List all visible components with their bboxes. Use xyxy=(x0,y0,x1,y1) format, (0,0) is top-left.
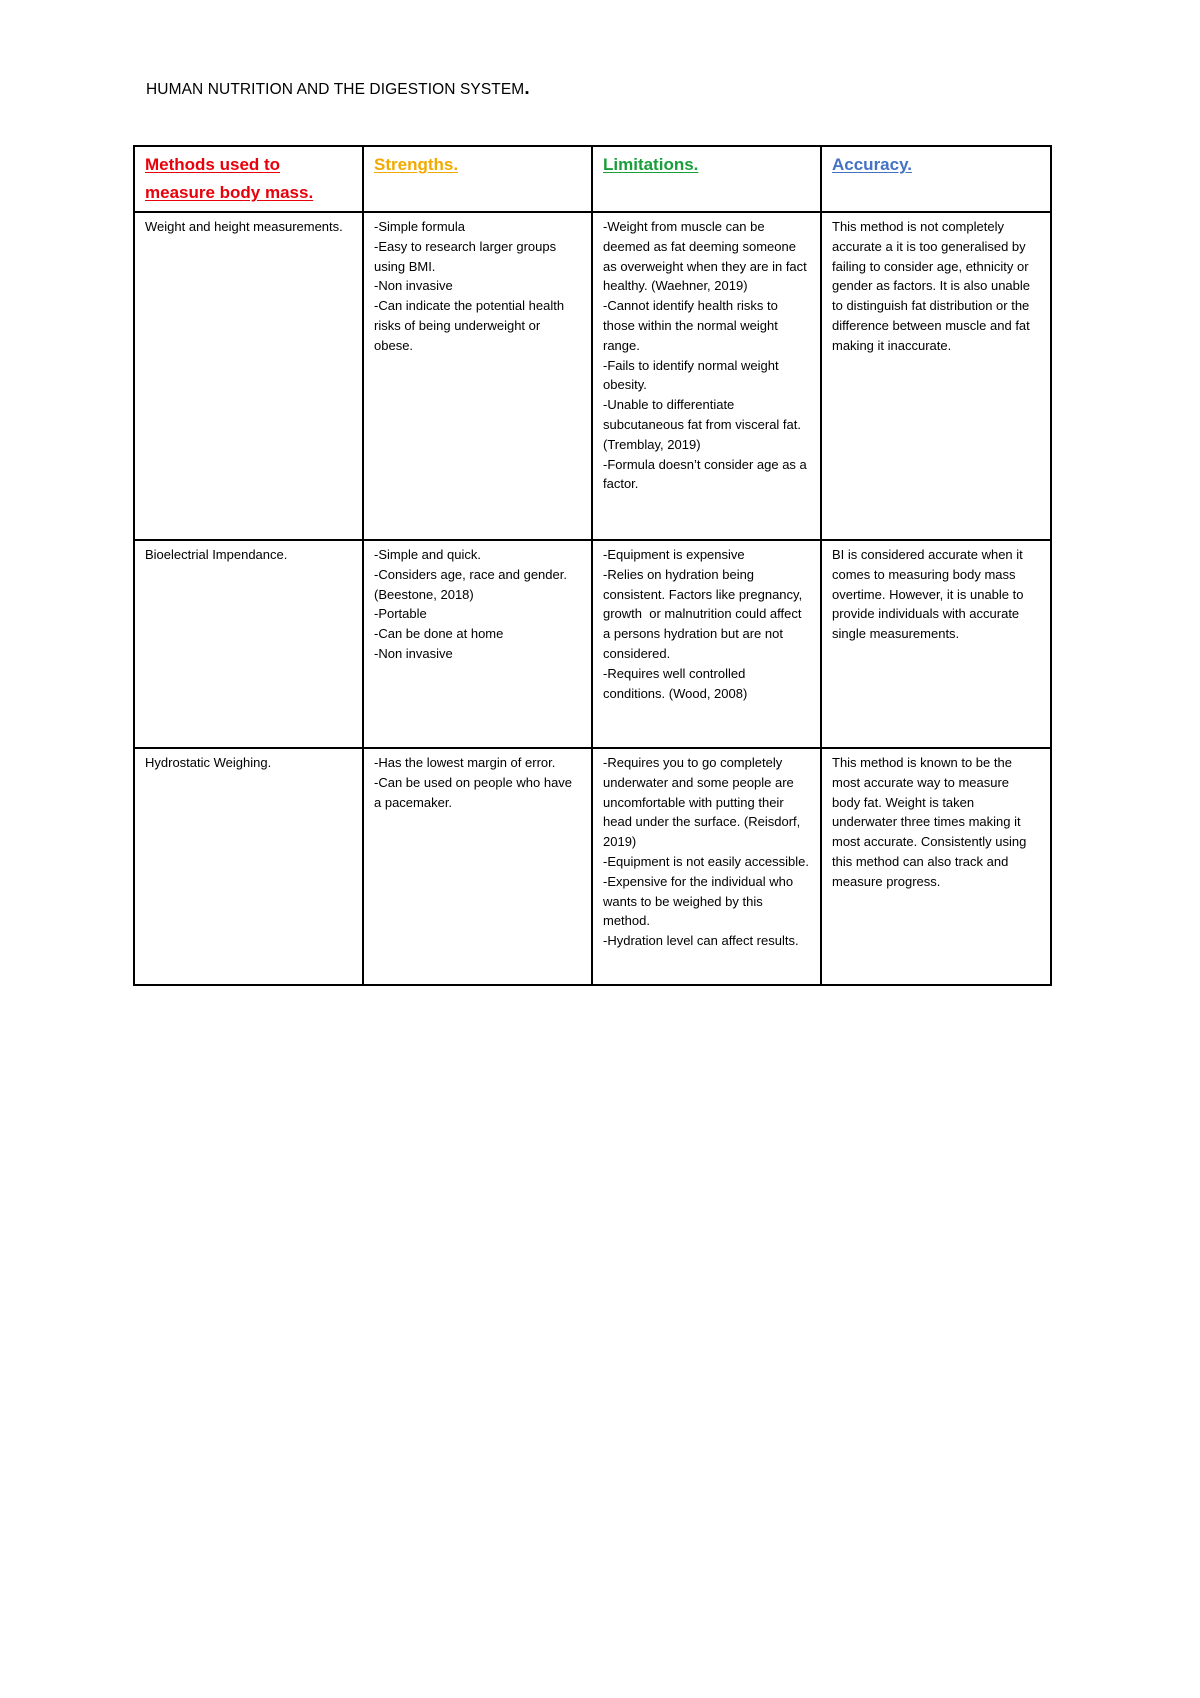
strength-item: -Easy to research larger groups using BMI. xyxy=(374,238,560,274)
strength-item: -Non invasive xyxy=(374,645,453,661)
limitation-item: -Equipment is expensive xyxy=(603,547,745,562)
accuracy-text: BI is considered accurate when it comes to measuring body mass overtime. However, it is unable to provide individuals with accurate single measurements. xyxy=(832,547,1024,642)
limitation-item: -Hydration level can affect results. xyxy=(603,933,799,949)
header-limitations xyxy=(592,146,821,212)
document-title xyxy=(146,78,530,100)
header-methods-label: Methods used to measure body mass. xyxy=(145,155,314,202)
limitation-item: -Cannot identify health risks to those within the normal weight range. xyxy=(603,298,782,353)
accuracy-cell xyxy=(821,212,1051,540)
table-row xyxy=(134,212,1051,540)
header-limitations-label: Limitations. xyxy=(603,155,699,174)
document-title-text: HUMAN NUTRITION AND THE DIGESTION SYSTEM xyxy=(146,81,525,98)
limitation-item: -Weight from muscle can be deemed as fat deeming someone as overweight when they are in fact healthy. (Waehner, 2019) xyxy=(603,219,811,294)
strengths-cell xyxy=(363,212,592,540)
document-title-period: . xyxy=(524,78,530,99)
header-accuracy-label: Accuracy. xyxy=(832,155,913,174)
strength-item: -Can indicate the potential health risks of being underweight or obese. xyxy=(374,298,568,353)
accuracy-text: This method is known to be the most accurate way to measure body fat. Weight is taken underwater three times making it most accurate. Consistently using this method can also track and measure progress. xyxy=(832,755,1027,889)
strength-item: -Simple and quick. xyxy=(374,547,481,562)
limitation-item: -Expensive for the individual who wants to be weighed by this method. xyxy=(603,873,797,929)
limitation-item: -Formula doesn’t consider age as a factor. xyxy=(603,456,811,492)
strength-item: -Can be done at home xyxy=(374,626,504,642)
limitation-item: -Unable to differentiate subcutaneous fat from visceral fat. (Tremblay, 2019) xyxy=(603,397,805,452)
table-header-row xyxy=(134,146,1051,212)
method-cell xyxy=(134,748,363,985)
strength-item: -Simple formula xyxy=(374,219,466,234)
strengths-cell xyxy=(363,748,592,985)
accuracy-text: This method is not completely accurate a it is too generalised by failing to consider age, ethnicity or gender as factors. It is also unable to distinguish fat distribution or the difference between muscle and fat making it inaccurate. xyxy=(832,219,1031,353)
strength-item: -Portable xyxy=(374,606,427,622)
limitations-cell xyxy=(592,540,821,748)
strength-item: -Has the lowest margin of error. xyxy=(374,755,556,770)
header-strengths-label: Strengths. xyxy=(374,155,459,174)
limitation-item: -Requires you to go completely underwater and some people are uncomfortable with putting their head under the surface. (Reisdorf, 2019) xyxy=(603,755,804,850)
limitations-cell xyxy=(592,748,821,985)
strength-item: -Considers age, race and gender. (Beestone, 2018) xyxy=(374,566,571,602)
limitations-cell xyxy=(592,212,821,540)
method-name: Bioelectrial Impendance. xyxy=(145,547,288,562)
limitation-item: -Relies on hydration being consistent. Factors like pregnancy, growth or malnutrition could affect a persons hydration but are not considered. xyxy=(603,566,806,661)
strengths-cell xyxy=(363,540,592,748)
method-cell xyxy=(134,212,363,540)
limitation-item: -Requires well controlled conditions. (Wood, 2008) xyxy=(603,665,749,701)
limitation-item: -Equipment is not easily accessible. xyxy=(603,853,809,869)
method-cell xyxy=(134,540,363,748)
table-row xyxy=(134,540,1051,748)
limitation-item: -Fails to identify normal weight obesity. xyxy=(603,357,783,393)
strength-item: -Can be used on people who have a pacemaker. xyxy=(374,774,576,810)
table-row xyxy=(134,748,1051,985)
header-strengths xyxy=(363,146,592,212)
method-name: Weight and height measurements. xyxy=(145,219,343,234)
header-methods xyxy=(134,146,363,212)
methods-table xyxy=(133,145,1052,986)
accuracy-cell xyxy=(821,748,1051,985)
header-accuracy xyxy=(821,146,1051,212)
strength-item: -Non invasive xyxy=(374,278,453,294)
method-name: Hydrostatic Weighing. xyxy=(145,755,272,770)
accuracy-cell xyxy=(821,540,1051,748)
